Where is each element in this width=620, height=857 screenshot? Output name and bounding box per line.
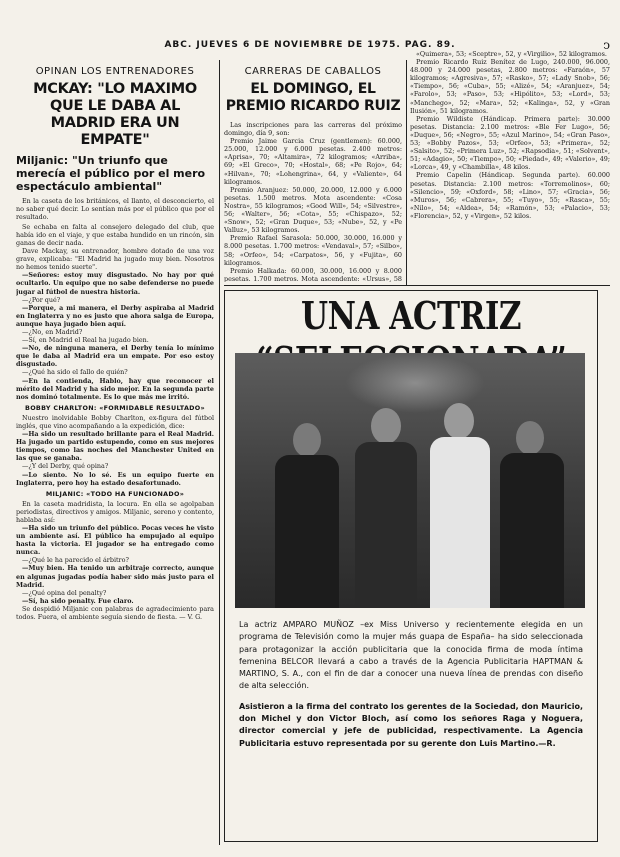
- paragraph: Premio Wildiste (Hándicap. Primera parte): 30.000 pesetas. Distancia: 2.100 metros: «Ble Fer Lugo», 56; «Duque», 56; «Negro», 55; «Azul Marino», 54; «Gran Paso», 53; «Bobby Pazos», 53; «Orfeo», 53; «Primera», 52; «Salsito», 52; «Primera Luz», 52; «Rapsodia», 51; «Solvent», 51; «Adagio», 50; «Tiempo», 50; «Piedad», 49; «Valerio», 49; «Lorca», 49, y «Chambilla», 48 kilos.: [410, 114, 610, 172]
- article-subhead: Miljanic: "Un triunfo que merecía el público por el mero espectáculo ambiental": [16, 154, 206, 193]
- column-rule: [219, 60, 220, 845]
- paragraph: Premio Ricardo Ruiz Benítez de Lugo, 240.000, 96.000, 48.000 y 24.000 pesetas, 2.800 metros: «Faraón», 57 kilogramos; «Agresiva», 57; «Rasko», 57; «Lady Snob», 56; «Tiempo», 56; «Cuba», 55; «Alizé», 54; «Aranjuez», 54; «Farolo», 53; «Paso», 53; «Hipólito», 53; «Lord», 53; «Manchego», 52; «Mara», 52; «Kalinga», 52, y «Gran Ilusión», 51 kilogramos.: [410, 58, 610, 115]
- paragraph: Premio Aranjuez: 50.000, 20.000, 12.000 y 6.000 pesetas. 1.500 metros. Mota ascendente: «Cosa Nostra», 55 kilogramos; «Good Will», 54; «Silvestre», 56; «Walter», 56; «Cota», 55; «Chispazo», 52; «Snow», 52; «Gran Duque», 53; «Nube», 52, y «Pe Valluz», 53 kilogramos.: [224, 185, 402, 235]
- paragraph: «Quimera», 53; «Sceptre», 52, y «Virgilio», 52 kilogramos.: [416, 50, 607, 58]
- paragraph: —Ha sido un resultado brillante para el Real Madrid. Ha jugado un partido estupendo, como en sus mejores tiempos, como las noches del Manchester United en las que se ganaba.: [16, 430, 214, 463]
- paragraph: Premio Rafael Sarasola: 50.000, 30.000, 16.000 y 8.000 pesetas. 1.700 metros: «Vendaval», 57; «Silbo», 58; «Orfeo», 54; «Carpatos», 56, y «Fujita», 60 kilogramos.: [224, 234, 402, 267]
- article-intro: Las inscripciones para las carreras del próximo domingo, día 9, son:: [224, 121, 402, 138]
- ad-photo: [235, 353, 585, 608]
- article-headline: MCKAY: "LO MAXIMO QUE LE DABA AL MADRID ERA UN EMPATE": [33, 81, 197, 148]
- paragraph: Dave Mackay, su entrenador, hombre dotado de una voz grave, explicaba: "El Madrid ha jugado muy bien. Nosotros no hemos tenido suerte".: [16, 247, 214, 272]
- paragraph: —Porque, a mi manera, el Derby aspiraba al Madrid en Inglaterra y no es justo que ahora salga de Europa, aunque haya jugado bien aquí.: [16, 303, 214, 328]
- section-heading: MILJANIC: «TODO HA FUNCIONADO»: [45, 489, 185, 498]
- ad-paragraph: Asistieron a la firma del contrato los gerentes de la Sociedad, don Mauricio, don Michel y don Victor Bloch, así como los señores Raga y Noguera, director comercial y jefe de publicidad, respectivamente. La Agencia Publicitaria estuvo representada por su gerente don Luis Martino.—R.: [239, 701, 583, 748]
- paragraph: —¿No, en Madrid?: [22, 328, 83, 336]
- article-kicker: OPINAN LOS ENTRENADORES: [35, 66, 195, 77]
- article-headline: EL DOMINGO, EL PREMIO RICARDO RUIZ: [225, 81, 401, 114]
- paragraph: Premio Jaime Garcia Cruz (gentlemen): 60.000, 25.000, 12.000 y 6.000 pesetas. 2.400 metros: «Aprisa», 70; «Altamira», 72 kilogramos; «Arriba», 69; «El Greco», 70; «Hostal», 68; «Pe Rojo», 64; «Hilvan», 70; «Lohengrina», 64, y «Valiente», 64 kilogramos.: [224, 137, 402, 186]
- paragraph: —Lo siento. No lo sé. Es un equipo fuerte en Inglaterra, pero hoy ha estado desafortunado.: [16, 470, 214, 487]
- paragraph: —¿Qué opina del penalty?: [22, 588, 107, 597]
- column-rule: [406, 60, 407, 285]
- paragraph: Se despidió Miljanic con palabras de agradecimiento para todos. Fuera, el ambiente seguía siendo de fiesta. — V. G.: [16, 604, 214, 621]
- page-header: ABC. JUEVES 6 DE NOVIEMBRE DE 1975. PAG. 89.: [164, 40, 456, 50]
- paragraph: —No, de ninguna manera, el Derby tenía lo mínimo que le daba al Madrid era un empate. Por eso estoy disgustado.: [16, 344, 214, 369]
- paragraph: —Sí, ha sido penalty. Fue claro.: [22, 596, 134, 605]
- article-kicker: CARRERAS DE CABALLOS: [244, 66, 382, 77]
- paragraph: Nuestro inolvidable Bobby Charlton, ex-figura del fútbol inglés, que vino acompañando a la expedición, dice:: [16, 413, 214, 430]
- corner-mark: ↄ: [603, 38, 610, 52]
- article-trainers: [16, 66, 214, 846]
- paragraph: —Ha sido un triunfo del público. Pocas veces he visto un ambiente así. El público ha empujado al equipo hasta la victoria. El jugador se ha entregado como nunca.: [16, 523, 214, 557]
- paragraph: —¿Por qué?: [22, 295, 61, 304]
- paragraph: —¿Y del Derby, qué opina?: [22, 462, 109, 471]
- section-rule: [224, 285, 610, 286]
- paragraph: Premio Halkada: 60.000, 30.000, 16.000 y 8.000 pesetas. 1.700 metros. Mota ascendente: «Ursus», 58: [224, 266, 402, 282]
- paragraph: —En la contienda, Hablo, hay que reconocer el mérito del Madrid y ha sido mejor. En la segunda parte nos dominó totalmente. Es lo que más me irritó.: [16, 376, 214, 401]
- paragraph: —Muy bien. Ha tenido un arbitraje correcto, aunque en algunas jugadas podía haber sido más justo para el Madrid.: [16, 564, 214, 589]
- section-heading: BOBBY CHARLTON: «FORMIDABLE RESULTADO»: [25, 403, 205, 412]
- ad-paragraph: La actriz AMPARO MUÑOZ –ex Miss Universo y recientemente elegida en un programa de Televisión como la mujer más guapa de España– ha sido seleccionada para protagonizar la acción publicitaria que la conocida firma de moda íntima femenina BELCOR llevará a cabo a través de la Agencia Publicitaria HAPTMAN & MARTINO, S. A., con el fin de dar a conocer una nueva línea de prendas con diseño de alta selección.: [239, 620, 583, 691]
- paragraph: —Señores: estoy muy disgustado. No hay por qué ocultarlo. Un equipo que no sabe defenderse no puede jugar al fútbol de nuestra historia.: [16, 271, 214, 296]
- article-horse-racing: [224, 66, 402, 282]
- paragraph: Se echaba en falta al consejero delegado del club, que había ido en el viaje, y que estaba hundido en un rincón, sin ganas de decir nada.: [16, 222, 214, 247]
- paragraph: En la caseta madridista, la locura. En ella se agolpaban periodistas, directivos y amigos. Miljanic, sereno y contento, hablaba así:: [16, 499, 214, 524]
- paragraph: —¿Qué ha sido el fallo de quién?: [22, 368, 128, 377]
- article-intro: En la caseta de los británicos, el llanto, el desconcierto, el no saber qué decir. Lo sentían más por el público que por el resultado.: [16, 197, 214, 222]
- paragraph: —Sí, en Madrid el Real ha jugado bien.: [22, 336, 149, 345]
- paragraph: —¿Qué le ha parecido el árbitro?: [22, 556, 129, 565]
- article-horse-racing-continued: [410, 50, 610, 282]
- ad-caption: [239, 619, 583, 758]
- paragraph: Premio Capelin (Hándicap. Segunda parte). 60.000 pesetas. Distancia: 2.100 metros: «Torremolinos», 60; «Silencio», 59; «Oxford», 58; «Lino», 57; «Gracia», 56; «Muros», 56; «Cabrera», 55; «Tuyo», 55; «Rasca», 55; «Nilo», 54; «Aldea», 54; «Ramón», 53; «Palacio», 53; «Florencia», 52, y «Virgen», 52 kilos.: [410, 171, 610, 220]
- advertisement-box: [224, 290, 598, 842]
- ad-title: UNA ACTRIZ: [301, 294, 521, 339]
